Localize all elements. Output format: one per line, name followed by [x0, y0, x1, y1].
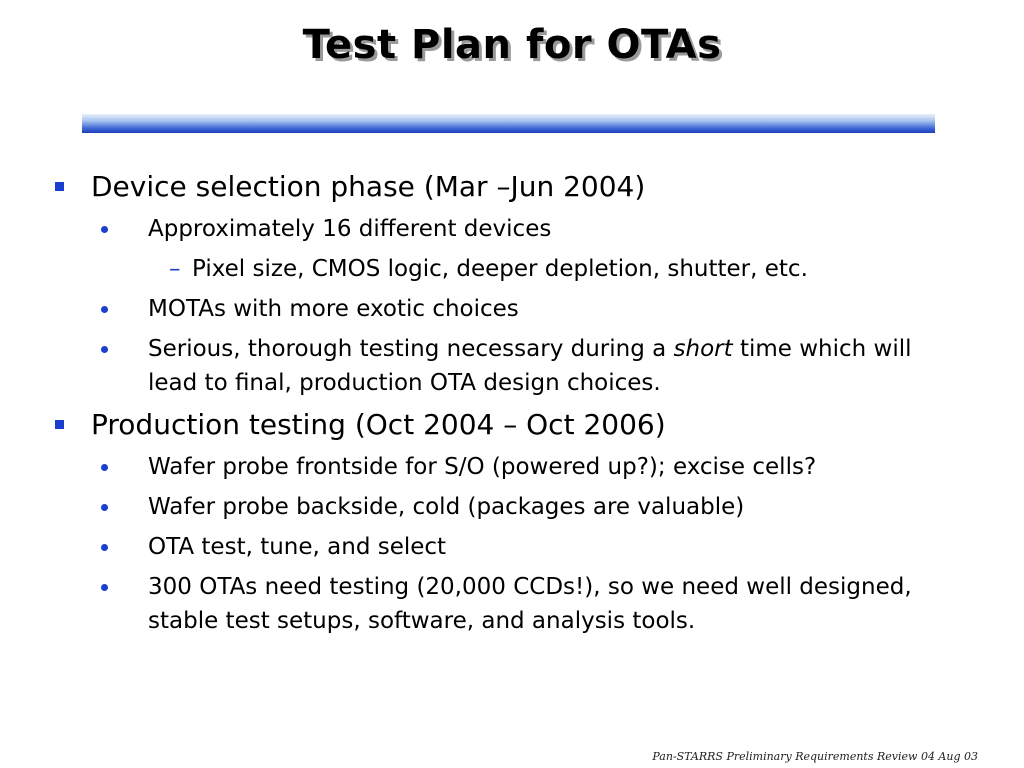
bullet-level2-motas: [55, 292, 955, 326]
bullet-level1-device-selection: [55, 168, 955, 206]
slide-title: Test Plan for OTAs: [302, 22, 722, 68]
bullet-text: MOTAs with more exotic choices: [148, 296, 519, 322]
bullet-text: 300 OTAs need testing (20,000 CCDs!), so we need well designed, stable test setups, software, and analysis tools.: [148, 574, 912, 634]
square-bullet-icon: [55, 182, 64, 191]
dot-bullet-icon: [101, 584, 108, 591]
dot-bullet-icon: [101, 306, 108, 313]
bullet-level2-300-otas: [55, 570, 955, 638]
bullet-text-emphasis: short: [673, 336, 733, 362]
title-underline-bar: [82, 114, 935, 133]
bullet-text: Production testing (Oct 2004 – Oct 2006): [91, 408, 666, 441]
bullet-text-after: time which will lead to final, production OTA design choices.: [148, 336, 912, 396]
bullet-text: Approximately 16 different devices: [148, 216, 552, 242]
bullet-list: [55, 162, 955, 644]
bullet-text: Wafer probe frontside for S/O (powered up?); excise cells?: [148, 454, 817, 480]
dash-bullet-icon: –: [169, 256, 181, 282]
dot-bullet-icon: [101, 226, 108, 233]
bullet-level1-production-testing: [55, 406, 955, 444]
bullet-text-before: Serious, thorough testing necessary during a: [148, 336, 667, 362]
dot-bullet-icon: [101, 544, 108, 551]
dot-bullet-icon: [101, 346, 108, 353]
bullet-level2-serious-testing: [55, 332, 955, 400]
bullet-text: Pixel size, CMOS logic, deeper depletion, shutter, etc.: [192, 256, 808, 282]
slide-footer: Pan-STARRS Preliminary Requirements Review 04 Aug 03: [652, 750, 978, 763]
bullet-text: Device selection phase (Mar –Jun 2004): [91, 170, 646, 203]
bullet-level3-pixel-size: [55, 252, 955, 286]
dot-bullet-icon: [101, 464, 108, 471]
square-bullet-icon: [55, 420, 64, 429]
bullet-level2-frontside: [55, 450, 955, 484]
bullet-level2-devices: [55, 212, 955, 246]
dot-bullet-icon: [101, 504, 108, 511]
bullet-text: Wafer probe backside, cold (packages are valuable): [148, 494, 745, 520]
bullet-text: OTA test, tune, and select: [148, 534, 447, 560]
bullet-level2-backside: [55, 490, 955, 524]
bullet-level2-ota-test: [55, 530, 955, 564]
